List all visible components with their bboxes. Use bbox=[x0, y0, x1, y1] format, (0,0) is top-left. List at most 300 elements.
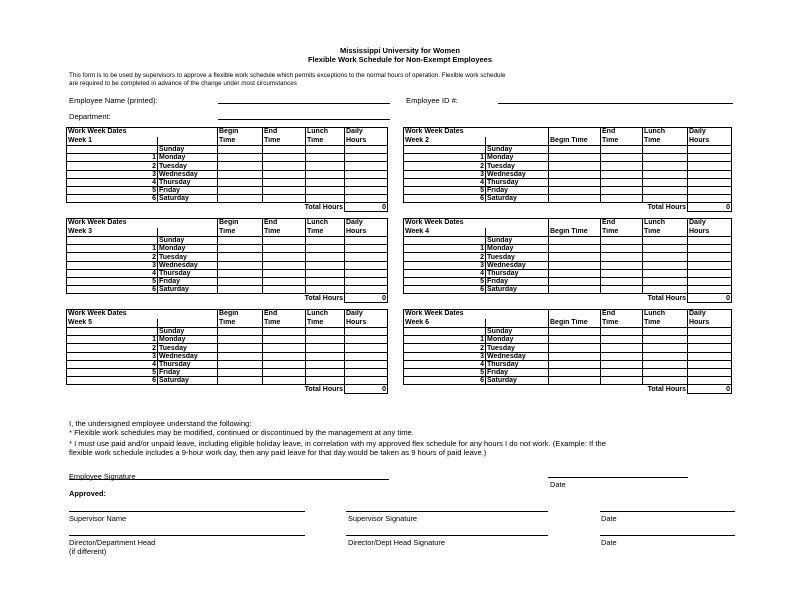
end-time-cell[interactable] bbox=[601, 195, 643, 203]
lunch-time-cell[interactable] bbox=[643, 352, 688, 360]
begin-time-cell[interactable] bbox=[218, 154, 263, 162]
lunch-time-cell[interactable] bbox=[643, 237, 688, 245]
end-time-cell[interactable] bbox=[263, 269, 306, 277]
daily-hours-cell[interactable] bbox=[345, 162, 388, 170]
daily-hours-cell[interactable] bbox=[688, 162, 732, 170]
ack-point-2-line-1: * I must use paid and/or unpaid leave, including eligible holiday leave, in correlation with my approved flex schedule for any hours I do not work. (Example: If the bbox=[69, 439, 606, 448]
day-number: 6 bbox=[404, 377, 486, 385]
daily-hours-cell[interactable] bbox=[688, 286, 732, 294]
day-number: 1 bbox=[67, 245, 158, 253]
lunch-time-cell[interactable] bbox=[643, 195, 688, 203]
end-header: End bbox=[263, 128, 306, 137]
day-row bbox=[67, 178, 388, 186]
begin-time-cell[interactable] bbox=[549, 368, 601, 376]
day-number: 6 bbox=[67, 377, 158, 385]
begin-time-cell[interactable] bbox=[549, 178, 601, 186]
end-time-cell[interactable] bbox=[601, 154, 643, 162]
daily-hours-cell[interactable] bbox=[688, 261, 732, 269]
end-time-cell[interactable] bbox=[601, 162, 643, 170]
lunch-time-cell[interactable] bbox=[306, 154, 345, 162]
day-row bbox=[67, 286, 388, 294]
daily-hours-cell[interactable] bbox=[688, 195, 732, 203]
day-name: Saturday bbox=[486, 195, 549, 203]
day-name: Sunday bbox=[158, 237, 218, 245]
total-hours-value: 0 bbox=[345, 203, 388, 211]
day-name: Wednesday bbox=[486, 352, 549, 360]
lunch-time-cell[interactable] bbox=[306, 186, 345, 194]
end-time-cell[interactable] bbox=[263, 195, 306, 203]
end-time-cell[interactable] bbox=[601, 344, 643, 352]
lunch-time-cell[interactable] bbox=[643, 261, 688, 269]
lunch-time-cell[interactable] bbox=[643, 368, 688, 376]
day-name: Friday bbox=[158, 277, 218, 285]
intro-line-1: This form is to be used by supervisors to approve a flexible work schedule which permits exceptions to the normal hours of operation. Flexible work schedule bbox=[69, 72, 506, 79]
begin-time-cell[interactable] bbox=[549, 253, 601, 261]
day-row bbox=[67, 368, 388, 376]
day-number: 1 bbox=[67, 154, 158, 162]
daily-hours-cell[interactable] bbox=[345, 269, 388, 277]
end-time-cell[interactable] bbox=[263, 360, 306, 368]
day-number: 2 bbox=[404, 253, 486, 261]
day-number: 6 bbox=[67, 286, 158, 294]
daily-hours-cell[interactable] bbox=[688, 277, 732, 285]
daily-hours-cell[interactable] bbox=[688, 368, 732, 376]
total-hours-value: 0 bbox=[345, 385, 388, 393]
begin-time-cell[interactable] bbox=[218, 328, 263, 336]
end-time-cell[interactable] bbox=[263, 352, 306, 360]
lunch-time-cell[interactable] bbox=[306, 146, 345, 154]
daily-hours-cell[interactable] bbox=[345, 146, 388, 154]
week-label: Week 3 bbox=[67, 228, 158, 237]
begin-time-cell[interactable] bbox=[218, 162, 263, 170]
end-time-cell[interactable] bbox=[601, 186, 643, 194]
day-row bbox=[67, 336, 388, 344]
end-time-cell[interactable] bbox=[263, 377, 306, 385]
lunch-time-cell[interactable] bbox=[643, 162, 688, 170]
day-name: Saturday bbox=[486, 286, 549, 294]
day-name: Friday bbox=[486, 277, 549, 285]
end-time-cell[interactable] bbox=[601, 237, 643, 245]
week-label-blank bbox=[158, 319, 218, 328]
day-number: 3 bbox=[404, 170, 486, 178]
end-time-cell[interactable] bbox=[263, 277, 306, 285]
lunch-time-sub: Time bbox=[643, 137, 688, 146]
begin-time-cell[interactable] bbox=[549, 186, 601, 194]
lunch-time-cell[interactable] bbox=[306, 269, 345, 277]
day-row bbox=[67, 170, 388, 178]
day-number bbox=[67, 237, 158, 245]
begin-time-cell[interactable] bbox=[549, 146, 601, 154]
begin-time-cell[interactable] bbox=[218, 352, 263, 360]
begin-time-header-blank bbox=[549, 219, 601, 228]
begin-header: Begin bbox=[218, 219, 263, 228]
week-label-blank bbox=[486, 228, 549, 237]
daily-hours-cell[interactable] bbox=[345, 368, 388, 376]
lunch-time-cell[interactable] bbox=[306, 245, 345, 253]
day-row bbox=[404, 352, 732, 360]
begin-time-cell[interactable] bbox=[549, 162, 601, 170]
begin-time-cell[interactable] bbox=[218, 146, 263, 154]
total-hours-label: Total Hours bbox=[304, 386, 343, 393]
begin-time-cell[interactable] bbox=[549, 344, 601, 352]
daily-hours-cell[interactable] bbox=[345, 360, 388, 368]
day-number bbox=[404, 328, 486, 336]
week-label: Week 1 bbox=[67, 137, 158, 146]
supervisor-date-line[interactable] bbox=[600, 511, 735, 512]
day-row bbox=[67, 377, 388, 385]
daily-hours-cell[interactable] bbox=[345, 344, 388, 352]
lunch-time-cell[interactable] bbox=[306, 178, 345, 186]
lunch-time-cell[interactable] bbox=[306, 253, 345, 261]
day-number: 6 bbox=[67, 195, 158, 203]
week-label: Week 4 bbox=[404, 228, 486, 237]
begin-time-cell[interactable] bbox=[218, 195, 263, 203]
begin-time-cell[interactable] bbox=[549, 328, 601, 336]
daily-hours-cell[interactable] bbox=[688, 154, 732, 162]
day-number: 5 bbox=[404, 186, 486, 194]
total-spacer bbox=[67, 294, 158, 302]
begin-time-cell[interactable] bbox=[549, 352, 601, 360]
week-label-blank bbox=[486, 137, 549, 146]
lunch-time-cell[interactable] bbox=[643, 377, 688, 385]
begin-time-cell[interactable] bbox=[218, 377, 263, 385]
lunch-time-cell[interactable] bbox=[643, 344, 688, 352]
week-table-4 bbox=[403, 218, 732, 303]
lunch-time-cell[interactable] bbox=[306, 368, 345, 376]
lunch-time-cell[interactable] bbox=[643, 286, 688, 294]
daily-hours-cell[interactable] bbox=[688, 178, 732, 186]
end-time-cell[interactable] bbox=[263, 237, 306, 245]
lunch-time-cell[interactable] bbox=[306, 261, 345, 269]
end-time-cell[interactable] bbox=[263, 286, 306, 294]
end-time-cell[interactable] bbox=[263, 368, 306, 376]
end-time-cell[interactable] bbox=[263, 162, 306, 170]
begin-time-cell[interactable] bbox=[218, 253, 263, 261]
begin-time-cell[interactable] bbox=[218, 245, 263, 253]
daily-hours-cell[interactable] bbox=[345, 245, 388, 253]
begin-time-cell[interactable] bbox=[218, 269, 263, 277]
end-time-cell[interactable] bbox=[601, 245, 643, 253]
day-number: 6 bbox=[404, 286, 486, 294]
day-row bbox=[404, 237, 732, 245]
lunch-time-cell[interactable] bbox=[306, 336, 345, 344]
lunch-time-cell[interactable] bbox=[306, 237, 345, 245]
day-name: Saturday bbox=[486, 377, 549, 385]
end-time-cell[interactable] bbox=[263, 336, 306, 344]
supervisor-signature-line[interactable] bbox=[346, 511, 548, 512]
day-number: 1 bbox=[404, 154, 486, 162]
begin-time-cell[interactable] bbox=[549, 154, 601, 162]
work-week-dates-header: Work Week Dates bbox=[404, 219, 549, 228]
begin-time-cell[interactable] bbox=[549, 261, 601, 269]
day-name: Tuesday bbox=[158, 344, 218, 352]
daily-hours-cell[interactable] bbox=[688, 186, 732, 194]
day-name: Thursday bbox=[158, 269, 218, 277]
end-time-cell[interactable] bbox=[601, 328, 643, 336]
end-time-cell[interactable] bbox=[601, 269, 643, 277]
lunch-time-cell[interactable] bbox=[643, 154, 688, 162]
total-spacer bbox=[158, 385, 218, 393]
end-time-cell[interactable] bbox=[263, 170, 306, 178]
daily-hours-cell[interactable] bbox=[345, 328, 388, 336]
lunch-time-cell[interactable] bbox=[306, 360, 345, 368]
end-time-cell[interactable] bbox=[601, 277, 643, 285]
day-row bbox=[67, 360, 388, 368]
day-number: 3 bbox=[404, 261, 486, 269]
employee-signature-label: Employee Signature bbox=[69, 472, 136, 481]
end-time-cell[interactable] bbox=[601, 336, 643, 344]
begin-time-cell[interactable] bbox=[549, 237, 601, 245]
total-hours-label: Total Hours bbox=[647, 386, 686, 393]
lunch-time-cell[interactable] bbox=[306, 170, 345, 178]
day-name: Sunday bbox=[486, 328, 549, 336]
director-head-label: Director/Department Head bbox=[69, 538, 156, 547]
end-time-sub: Time bbox=[263, 228, 306, 237]
lunch-time-cell[interactable] bbox=[306, 328, 345, 336]
end-time-cell[interactable] bbox=[263, 245, 306, 253]
day-row bbox=[67, 344, 388, 352]
end-time-sub: Time bbox=[263, 319, 306, 328]
lunch-time-cell[interactable] bbox=[643, 360, 688, 368]
begin-time-cell[interactable] bbox=[218, 286, 263, 294]
end-time-cell[interactable] bbox=[263, 344, 306, 352]
lunch-time-cell[interactable] bbox=[306, 195, 345, 203]
supervisor-name-line[interactable] bbox=[69, 511, 305, 512]
day-name: Sunday bbox=[486, 146, 549, 154]
end-time-cell[interactable] bbox=[263, 154, 306, 162]
begin-time-cell[interactable] bbox=[218, 368, 263, 376]
daily-header: Daily bbox=[345, 219, 388, 228]
begin-time-cell[interactable] bbox=[218, 178, 263, 186]
end-time-cell[interactable] bbox=[601, 178, 643, 186]
daily-hours-cell[interactable] bbox=[688, 352, 732, 360]
lunch-time-cell[interactable] bbox=[643, 328, 688, 336]
day-name: Wednesday bbox=[158, 170, 218, 178]
begin-time-cell[interactable] bbox=[218, 277, 263, 285]
day-name: Thursday bbox=[158, 178, 218, 186]
daily-hours-cell[interactable] bbox=[345, 253, 388, 261]
daily-hours-sub: Hours bbox=[345, 319, 388, 328]
employee-id-field[interactable] bbox=[498, 103, 733, 104]
daily-hours-cell[interactable] bbox=[345, 352, 388, 360]
end-time-cell[interactable] bbox=[263, 146, 306, 154]
week-label: Week 2 bbox=[404, 137, 486, 146]
day-number: 5 bbox=[404, 368, 486, 376]
daily-hours-sub: Hours bbox=[345, 228, 388, 237]
end-header: End bbox=[263, 310, 306, 319]
day-number: 4 bbox=[67, 269, 158, 277]
daily-header: Daily bbox=[345, 128, 388, 137]
daily-hours-cell[interactable] bbox=[345, 186, 388, 194]
day-row bbox=[67, 146, 388, 154]
daily-hours-cell[interactable] bbox=[345, 377, 388, 385]
day-row bbox=[404, 186, 732, 194]
lunch-time-cell[interactable] bbox=[643, 186, 688, 194]
director-date-line[interactable] bbox=[600, 535, 735, 536]
work-week-dates-header: Work Week Dates bbox=[67, 310, 218, 319]
begin-time-cell[interactable] bbox=[549, 377, 601, 385]
daily-hours-cell[interactable] bbox=[345, 195, 388, 203]
begin-time-cell[interactable] bbox=[218, 237, 263, 245]
daily-hours-cell[interactable] bbox=[345, 237, 388, 245]
day-name: Friday bbox=[486, 186, 549, 194]
daily-hours-cell[interactable] bbox=[688, 253, 732, 261]
lunch-time-cell[interactable] bbox=[643, 277, 688, 285]
daily-hours-cell[interactable] bbox=[688, 237, 732, 245]
lunch-header: Lunch bbox=[643, 310, 688, 319]
day-row bbox=[67, 352, 388, 360]
lunch-time-cell[interactable] bbox=[306, 286, 345, 294]
day-row bbox=[404, 146, 732, 154]
day-name: Wednesday bbox=[486, 170, 549, 178]
day-number: 4 bbox=[67, 178, 158, 186]
daily-hours-cell[interactable] bbox=[345, 286, 388, 294]
lunch-time-cell[interactable] bbox=[306, 162, 345, 170]
end-time-cell[interactable] bbox=[601, 286, 643, 294]
total-spacer bbox=[158, 294, 218, 302]
begin-time-cell[interactable] bbox=[549, 245, 601, 253]
end-header: End bbox=[601, 128, 643, 137]
lunch-time-cell[interactable] bbox=[643, 269, 688, 277]
begin-header: Begin bbox=[218, 310, 263, 319]
begin-time-cell[interactable] bbox=[549, 360, 601, 368]
day-row bbox=[404, 178, 732, 186]
lunch-time-cell[interactable] bbox=[306, 277, 345, 285]
end-time-cell[interactable] bbox=[263, 261, 306, 269]
end-time-cell[interactable] bbox=[601, 253, 643, 261]
begin-time-cell[interactable] bbox=[218, 336, 263, 344]
end-time-cell[interactable] bbox=[263, 253, 306, 261]
total-hours-value: 0 bbox=[345, 294, 388, 302]
end-time-sub: Time bbox=[601, 137, 643, 146]
daily-hours-cell[interactable] bbox=[688, 360, 732, 368]
day-number bbox=[67, 146, 158, 154]
daily-hours-cell[interactable] bbox=[688, 377, 732, 385]
end-time-cell[interactable] bbox=[601, 170, 643, 178]
director-name-line[interactable] bbox=[69, 535, 305, 536]
week-label: Week 6 bbox=[404, 319, 486, 328]
lunch-time-sub: Time bbox=[306, 319, 345, 328]
daily-hours-cell[interactable] bbox=[345, 178, 388, 186]
lunch-time-cell[interactable] bbox=[643, 178, 688, 186]
end-time-cell[interactable] bbox=[601, 360, 643, 368]
day-number: 5 bbox=[67, 277, 158, 285]
daily-hours-cell[interactable] bbox=[345, 336, 388, 344]
begin-time-cell[interactable] bbox=[218, 186, 263, 194]
end-time-cell[interactable] bbox=[263, 178, 306, 186]
begin-time-sub: Time bbox=[218, 319, 263, 328]
begin-time-header: Begin Time bbox=[549, 319, 601, 328]
daily-hours-cell[interactable] bbox=[688, 344, 732, 352]
begin-time-cell[interactable] bbox=[218, 344, 263, 352]
day-number: 5 bbox=[404, 277, 486, 285]
day-name: Monday bbox=[486, 154, 549, 162]
daily-hours-cell[interactable] bbox=[688, 146, 732, 154]
end-time-cell[interactable] bbox=[601, 377, 643, 385]
lunch-time-cell[interactable] bbox=[643, 170, 688, 178]
total-spacer bbox=[404, 385, 486, 393]
department-field[interactable] bbox=[218, 119, 390, 120]
employee-date-line[interactable] bbox=[548, 477, 688, 478]
day-row bbox=[404, 245, 732, 253]
end-time-cell[interactable] bbox=[263, 186, 306, 194]
employee-date-label: Date bbox=[550, 480, 566, 489]
begin-time-cell[interactable] bbox=[218, 170, 263, 178]
end-time-cell[interactable] bbox=[601, 352, 643, 360]
day-row bbox=[404, 261, 732, 269]
lunch-time-sub: Time bbox=[306, 137, 345, 146]
week-table-2 bbox=[403, 127, 732, 212]
daily-hours-cell[interactable] bbox=[345, 154, 388, 162]
lunch-time-sub: Time bbox=[306, 228, 345, 237]
begin-time-cell[interactable] bbox=[549, 286, 601, 294]
daily-hours-cell[interactable] bbox=[688, 328, 732, 336]
end-time-cell[interactable] bbox=[601, 261, 643, 269]
end-time-cell[interactable] bbox=[601, 146, 643, 154]
day-row bbox=[67, 261, 388, 269]
day-number bbox=[404, 237, 486, 245]
total-spacer bbox=[486, 385, 549, 393]
daily-hours-sub: Hours bbox=[688, 137, 732, 146]
begin-time-cell[interactable] bbox=[549, 269, 601, 277]
daily-hours-cell[interactable] bbox=[345, 277, 388, 285]
approved-label: Approved: bbox=[69, 489, 106, 498]
end-time-cell[interactable] bbox=[601, 368, 643, 376]
daily-hours-cell[interactable] bbox=[688, 269, 732, 277]
daily-hours-cell[interactable] bbox=[688, 245, 732, 253]
employee-name-field[interactable] bbox=[218, 103, 390, 104]
lunch-time-cell[interactable] bbox=[643, 336, 688, 344]
total-hours-value: 0 bbox=[688, 294, 732, 302]
begin-time-cell[interactable] bbox=[549, 336, 601, 344]
lunch-time-cell[interactable] bbox=[643, 146, 688, 154]
begin-time-cell[interactable] bbox=[549, 277, 601, 285]
begin-time-cell[interactable] bbox=[549, 195, 601, 203]
lunch-time-cell[interactable] bbox=[643, 245, 688, 253]
lunch-time-cell[interactable] bbox=[306, 352, 345, 360]
lunch-time-cell[interactable] bbox=[306, 377, 345, 385]
daily-hours-cell[interactable] bbox=[688, 336, 732, 344]
begin-time-cell[interactable] bbox=[218, 360, 263, 368]
week-label: Week 5 bbox=[67, 319, 158, 328]
daily-header: Daily bbox=[688, 128, 732, 137]
end-header: End bbox=[601, 310, 643, 319]
lunch-header: Lunch bbox=[306, 128, 345, 137]
day-number: 4 bbox=[404, 178, 486, 186]
begin-time-cell[interactable] bbox=[218, 261, 263, 269]
day-number: 2 bbox=[67, 162, 158, 170]
daily-hours-cell[interactable] bbox=[688, 170, 732, 178]
total-hours-label: Total Hours bbox=[304, 204, 343, 211]
day-name: Thursday bbox=[486, 269, 549, 277]
begin-time-cell[interactable] bbox=[549, 170, 601, 178]
day-number: 2 bbox=[67, 344, 158, 352]
day-row bbox=[404, 170, 732, 178]
employee-signature-line[interactable] bbox=[69, 479, 389, 480]
day-row bbox=[404, 162, 732, 170]
begin-time-sub: Time bbox=[218, 137, 263, 146]
director-signature-line[interactable] bbox=[346, 535, 548, 536]
supervisor-name-label: Supervisor Name bbox=[69, 514, 127, 523]
ack-point-2-line-2: flexible work schedule includes a 9-hour work day, then any paid leave for that day would be taken as 9 hours of paid leave.) bbox=[69, 448, 487, 457]
day-row bbox=[404, 336, 732, 344]
daily-hours-cell[interactable] bbox=[345, 170, 388, 178]
end-time-cell[interactable] bbox=[263, 328, 306, 336]
lunch-time-cell[interactable] bbox=[306, 344, 345, 352]
daily-hours-cell[interactable] bbox=[345, 261, 388, 269]
lunch-time-cell[interactable] bbox=[643, 253, 688, 261]
day-row bbox=[67, 186, 388, 194]
